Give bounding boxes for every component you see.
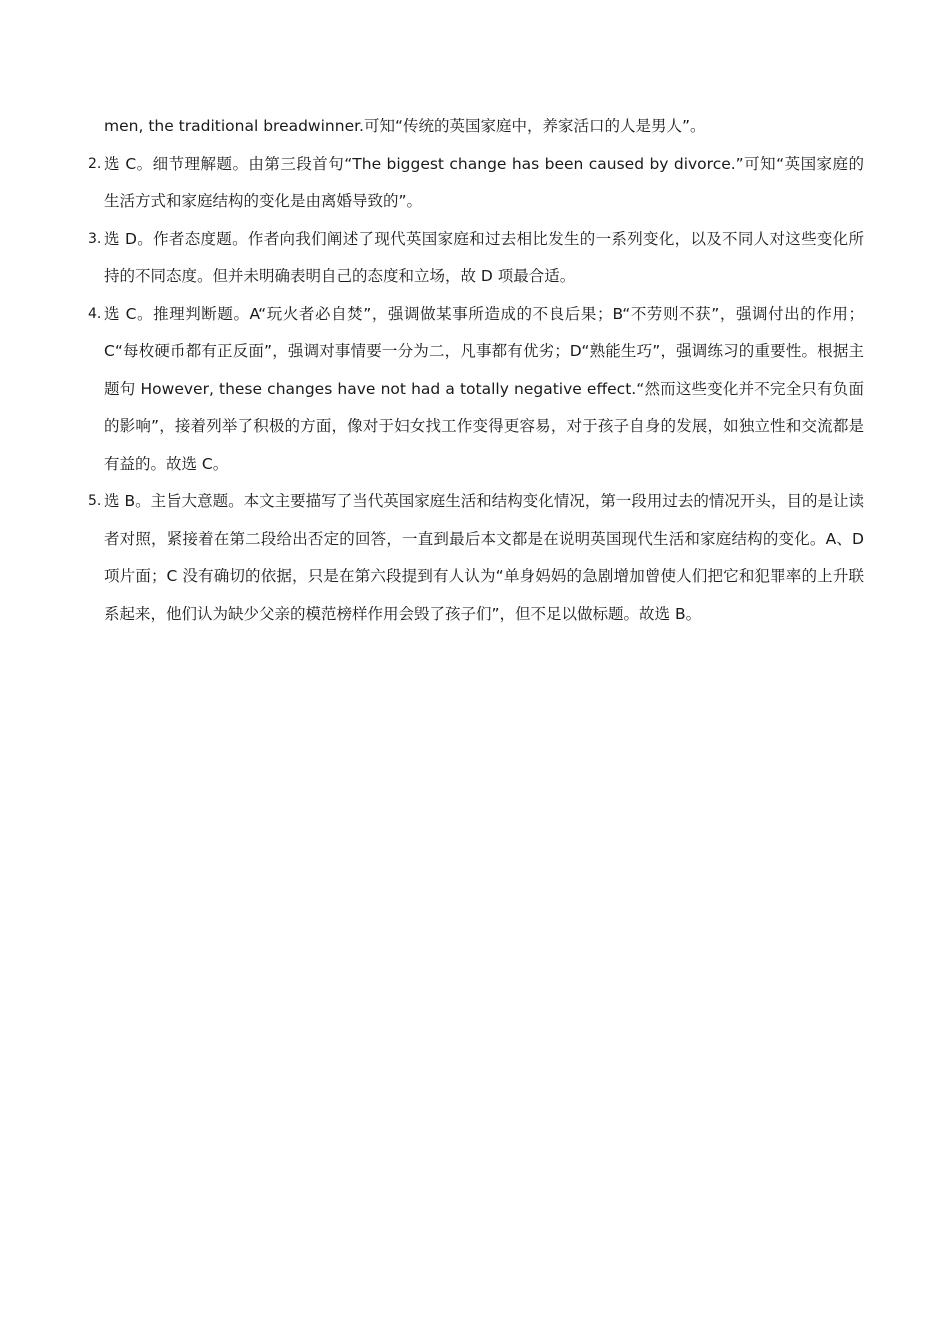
item-text: 选 D。作者态度题。作者向我们阐述了现代英国家庭和过去相比发生的一系列变化，以及不同人对这些变化所持的不同态度。但并未明确表明自己的态度和立场，故 D 项最合适。 <box>104 229 864 285</box>
item-text: 选 B。主旨大意题。本文主要描写了当代英国家庭生活和结构变化情况，第一段用过去的情况开头，目的是让读者对照，紧接着在第二段给出否定的回答，一直到最后本文都是在说明英国现代生活和家庭结构的变化。A、D 项片面；C 没有确切的依据，只是在第六段提到有人认为“单身妈妈的急剧增加曾使人们把它和犯罪率的上升联系起来，他们认为缺少父亲的模范榜样作用会毁了孩子们”，但不足以做标题。故选 B。 <box>104 492 864 623</box>
item-number: 5. <box>88 493 102 509</box>
item-number: 3. <box>88 230 102 247</box>
answer-item-2 <box>88 146 864 221</box>
answer-item-5 <box>88 483 864 633</box>
answer-explanations <box>88 108 864 633</box>
item-number: 4. <box>88 305 102 322</box>
item-text: 选 C。细节理解题。由第三段首句“The biggest change has been caused by divorce.”可知“英国家庭的生活方式和家庭结构的变化是由离婚导致的”。 <box>104 154 864 210</box>
continuation-paragraph: men, the traditional breadwinner.可知“传统的英国家庭中，养家活口的人是男人”。 <box>104 117 706 135</box>
item-number: 2. <box>88 155 102 172</box>
answer-item-4 <box>88 296 864 484</box>
answer-item-3 <box>88 221 864 296</box>
item-text: 选 C。推理判断题。A“玩火者必自焚”，强调做某事所造成的不良后果；B“不劳则不获”，强调付出的作用；C“每枚硬币都有正反面”，强调对事情要一分为二，凡事都有优劣；D“熟能生巧”，强调练习的重要性。根据主题句 However, these changes have not had a totally negative effect.“然而这些变化并不完全只有负面的影响”，接着列举了积极的方面，像对于妇女找工作变得更容易，对于孩子自身的发展，如独立性和交流都是有益的。故选 C。 <box>104 304 864 473</box>
